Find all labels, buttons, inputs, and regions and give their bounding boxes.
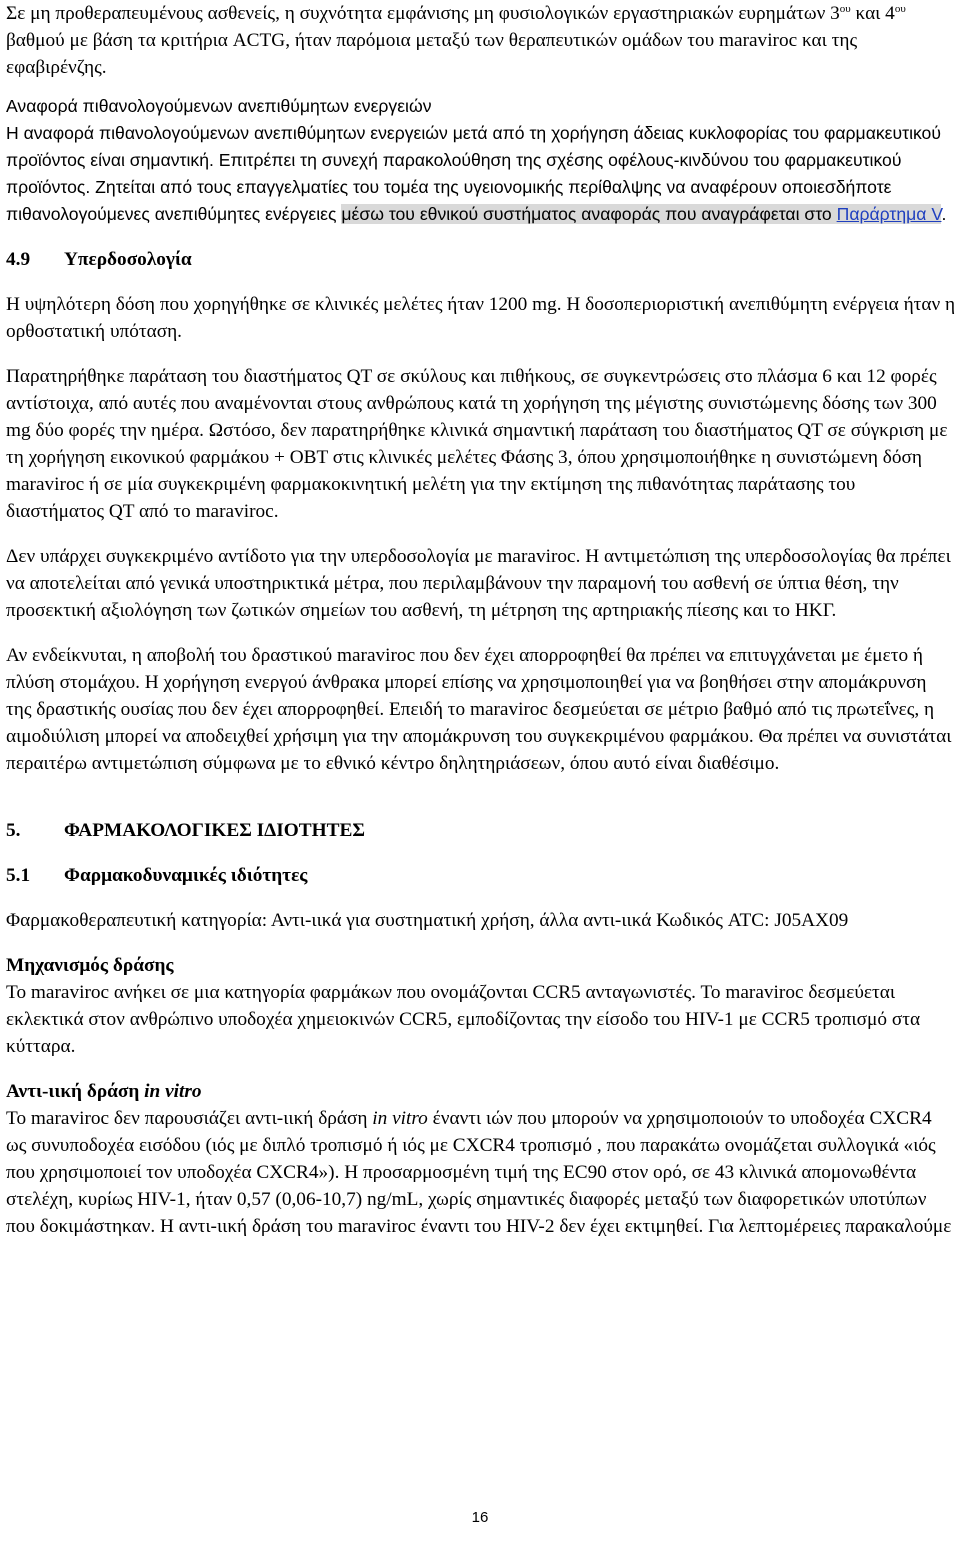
in-vitro-title-text: Αντι-ιική δράση <box>6 1081 145 1102</box>
reporting-text: Η αναφορά πιθανολογούμενων ανεπιθύμητων ενεργειών μετά από τη χορήγηση άδειας κυκλοφορίας του φαρμακευτικού προϊόντος είναι σημαντική. Επιτρέπει τη συνεχή παρακολούθηση της σχέσης οφέλους-κινδύνου του φαρμακευτικού προϊόντος. Ζητείται από τους επαγγελματίες του τομέα της υγειονομικής περίθαλψης να αναφέρουν οποιεσδήποτε πιθανολογούμενες ανεπιθύμητες ενέργειες <box>6 123 941 224</box>
in-vitro-title-italic: in vitro <box>144 1081 202 1102</box>
reporting-title: Αναφορά πιθανολογούμενων ανεπιθύμητων ενεργειών <box>6 96 432 116</box>
in-vitro-text-c: έναντι ιών που μπορούν να χρησιμοποιούν το υποδοχέα CXCR4 ως συνυποδοχέα εισόδου (ιός με διπλό τροπισμό ή ιός με CXCR4 τροπισμό , που παρακάτω ονομάζεται συλλογικά «ιός που χρησιμοποιεί τον υποδοχέα CXCR4»). Η προσαρμοσμένη τιμή της EC90 στον ορό, σε 43 κλινικά απομονωθέντα στελέχη, κυρίως HIV-1, ήταν 0,57 (0,06-10,7) ng/mL, χωρίς σημαντικές διαφορές μεταξύ των διαφορετικών υποτύπων που δοκιμάστηκαν. Η αντι-ιική δράση του maraviroc έναντι του HIV-2 δεν έχει εκτιμηθεί. Για λεπτομέρειες παρακαλούμε <box>6 1108 952 1237</box>
section-number: 5. <box>6 820 21 841</box>
page-number: 16 <box>471 1509 489 1526</box>
reporting-end: . <box>941 204 947 224</box>
reporting-paragraph <box>6 120 956 228</box>
section-4-9-heading <box>6 246 956 273</box>
overdose-paragraph-2: Παρατηρήθηκε παράταση του διαστήματος QT σε σκύλους και πιθήκους, σε συγκεντρώσεις στο πλάσμα 6 και 12 φορές αντίστοιχα, από αυτές που αναμένονται στους ανθρώπους κατά τη χορήγηση της μέγιστης συνιστώμενης δόσης των 300 mg δύο φορές την ημέρα. Ωστόσο, δεν παρατηρήθηκε κλινικά σημαντική παράταση του διαστήματος QT σε σύγκριση με τη χορήγηση εικονικού φαρμάκου + OBT στις κλινικές μελέτες Φάσης 3, όπου χρησιμοποιήθηκε η συνιστώμενη δόση maraviroc ή σε μία συγκεκριμένη φαρμακοκινητική μελέτη για την εκτίμηση της πιθανότητας παράτασης του διαστήματος QT από το maraviroc. <box>6 366 948 522</box>
in-vitro-title <box>6 1078 956 1105</box>
section-title: Υπερδοσολογία <box>64 249 192 270</box>
in-vitro-italic: in vitro <box>372 1108 428 1129</box>
superscript: ου <box>839 3 851 15</box>
section-title: Φαρμακοδυναμικές ιδιότητες <box>64 865 308 886</box>
section-number: 4.9 <box>6 249 31 270</box>
section-title: ΦΑΡΜΑΚΟΛΟΓΙΚΕΣ ΙΔΙΟΤΗΤΕΣ <box>64 820 365 841</box>
mechanism-title: Μηχανισμός δράσης <box>6 955 174 976</box>
superscript: ου <box>894 3 906 15</box>
reporting-block <box>6 93 956 228</box>
pharmacotherapeutic-group: Φαρμακοθεραπευτική κατηγορία: Αντι-ιικά για συστηματική χρήση, άλλα αντι-ιικά Κωδικός ATC: J05AX09 <box>6 910 849 931</box>
overdose-paragraph-4: Αν ενδείκνυται, η αποβολή του δραστικού maraviroc που δεν έχει απορροφηθεί θα πρέπει να επιτυγχάνεται με έμετο ή πλύση στομάχου. Η χορήγηση ενεργού άνθρακα μπορεί επίσης να χρησιμοποιηθεί για να βοηθήσει στην απομάκρυνση της δραστικής ουσίας που δεν έχει απορροφηθεί. Επειδή το maraviroc δεσμεύεται σε μέτριο βαθμό από τις πρωτεΐνες, η αιμοδιύλιση μπορεί να αποδειχθεί χρήσιμη για την απομάκρυνση του συγκεκριμένου φαρμάκου. Θα πρέπει να συνιστάται περαιτέρω αντιμετώπιση σύμφωνα με το εθνικό κέντρο δηλητηριάσεων, όπου αυτό είναι διαθέσιμο. <box>6 645 952 774</box>
annex-v-link[interactable]: Παράρτημα V <box>836 204 942 224</box>
reporting-highlight <box>341 204 941 224</box>
section-5-1-heading <box>6 862 956 889</box>
mechanism-paragraph: Το maraviroc ανήκει σε μια κατηγορία φαρμάκων που ονομάζονται CCR5 ανταγωνιστές. Το maraviroc δεσμεύεται εκλεκτικά στον ανθρώπινο υποδοχέα χημειοκινών CCR5, εμποδίζοντας την είσοδο του HIV-1 με CCR5 τροπισμό στα κύτταρα. <box>6 982 921 1057</box>
section-number: 5.1 <box>6 865 31 886</box>
document-page <box>6 0 956 1240</box>
reporting-highlight-text: μέσω του εθνικού συστήματος αναφοράς που αναγράφεται στο <box>341 204 837 224</box>
intro-text-a: Σε μη προθεραπευμένους ασθενείς, η συχνότητα εμφάνισης μη φυσιολογικών εργαστηριακών ευρημάτων 3 <box>6 3 840 24</box>
overdose-paragraph-3: Δεν υπάρχει συγκεκριμένο αντίδοτο για την υπερδοσολογία με maraviroc. Η αντιμετώπιση της υπερδοσολογίας θα πρέπει να αποτελείται από γενικά υποστηρικτικά μέτρα, που περιλαμβάνουν την παραμονή του ασθενή σε ύπτια θέση, την προσεκτική αξιολόγηση των ζωτικών σημείων του ασθενή, τη μέτρηση της αρτηριακής πίεσης και το ΗΚΓ. <box>6 546 951 621</box>
intro-text-b: και 4 <box>850 3 895 24</box>
in-vitro-paragraph <box>6 1105 956 1240</box>
in-vitro-text-a: Το maraviroc δεν παρουσιάζει αντι-ιική δράση <box>6 1108 373 1129</box>
section-5-heading <box>6 817 956 844</box>
overdose-paragraph-1: Η υψηλότερη δόση που χορηγήθηκε σε κλινικές μελέτες ήταν 1200 mg. Η δοσοπεριοριστική ανεπιθύμητη ενέργεια ήταν η ορθοστατική υπόταση. <box>6 294 956 342</box>
intro-text-c: βαθμού με βάση τα κριτήρια ACTG, ήταν παρόμοια μεταξύ των θεραπευτικών ομάδων του maraviroc και της εφαβιρένζης. <box>6 30 858 78</box>
intro-paragraph <box>6 0 956 81</box>
